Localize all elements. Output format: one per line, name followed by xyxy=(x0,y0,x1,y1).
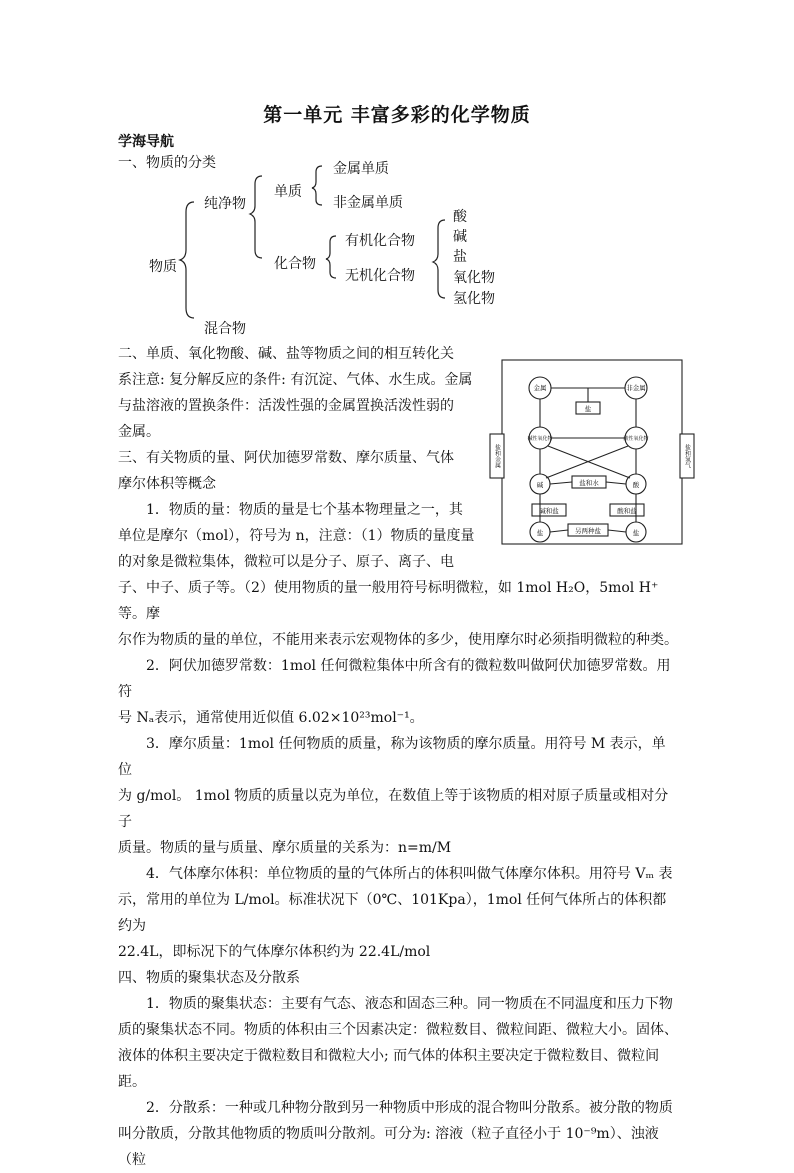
section-subtitle: 学海导航 xyxy=(118,134,174,150)
sec3-p3-line: 3．摩尔质量：1mol 任何物质的质量，称为该物质的摩尔质量。用符号 M 表示，单位 xyxy=(118,736,666,778)
fig-acidic-oxide: 酸性氧化物 xyxy=(623,436,649,442)
sec4-p1-line: 液体的体积主要决定于微粒数目和微粒大小; 而气体的体积主要决定于微粒数目、微粒间距。 xyxy=(118,1048,660,1090)
sec3-p1-line: 尔作为物质的量的单位，不能用来表示宏观物体的多少，使用摩尔时必须指明微粒的种类。 xyxy=(118,632,678,648)
fig-salt-water: 盐和水 xyxy=(579,479,599,487)
sec4-heading: 四、物质的聚集状态及分散系 xyxy=(118,970,300,986)
brace-root xyxy=(180,202,194,318)
fig-acid-salt: 酸和盐 xyxy=(617,507,637,515)
sec3-p3-line: 质量。物质的量与质量、摩尔质量的关系为：n=m/M xyxy=(118,840,452,856)
tree-hydride: 氢化物 xyxy=(453,291,495,307)
sec3-p1-line: 子、中子、质子等。（2）使用物质的量一般用符号标明微粒，如 1mol H₂O，5mol H⁺等。摩 xyxy=(118,580,659,622)
sec3-p3-line: 为 g/mol。 1mol 物质的质量以克为单位，在数值上等于该物质的相对原子质量或相对分子 xyxy=(118,788,669,830)
sec4-p1-line: 1．物质的聚集状态：主要有气态、液态和固态三种。同一物质在不同温度和压力下物 xyxy=(146,996,673,1012)
sec2-line: 二、单质、氧化物酸、碱、盐等物质之间的相互转化关 xyxy=(118,346,454,362)
tree-mixture: 混合物 xyxy=(204,321,246,337)
sec3-line: 三、有关物质的量、阿伏加德罗常数、摩尔质量、气体 xyxy=(118,450,454,466)
tree-salt: 盐 xyxy=(453,249,467,265)
sec3-p1-line: 的对象是微粒集体，微粒可以是分子、原子、离子、电 xyxy=(118,554,454,570)
fig-other-salts: 另两种盐 xyxy=(575,527,601,535)
sec3-p1-line: 单位是摩尔（mol），符号为 n，注意：（1）物质的量度量 xyxy=(118,528,475,544)
sec3-p4-line: 4．气体摩尔体积：单位物质的量的气体所占的体积叫做气体摩尔体积。用符号 Vₘ 表 xyxy=(146,866,673,882)
sec3-p2-line: 2．阿伏加德罗常数：1mol 任何微粒集体中所含有的微粒数叫做阿伏加德罗常数。用符 xyxy=(118,658,671,700)
tree-acid: 酸 xyxy=(453,209,467,225)
tree-organic: 有机化合物 xyxy=(345,233,415,249)
section-1-heading: 一、物质的分类 xyxy=(118,155,216,171)
section-2 xyxy=(118,341,476,575)
sec3-p4-line: 示，常用的单位为 L/mol。标准状况下（0℃、101Kpa），1mol 任何气体所占的体积都约为 xyxy=(118,892,667,934)
sec2-line: 与盐溶液的置换条件：活泼性强的金属置换活泼性弱的 xyxy=(118,398,454,414)
brace-elemental xyxy=(312,166,322,205)
tree-oxide: 氧化物 xyxy=(453,270,495,286)
fig-salt-right: 盐 xyxy=(632,529,640,537)
brace-compound xyxy=(326,236,336,278)
tree-nonmetal: 非金属单质 xyxy=(333,195,403,211)
sec3-p2-line: 号 Nₐ表示，通常使用近似值 6.02×10²³mol⁻¹。 xyxy=(118,710,424,726)
fig-basic-oxide: 碱性氧化物 xyxy=(527,436,553,442)
fig-base: 碱 xyxy=(536,481,544,489)
conversion-diagram xyxy=(488,352,696,552)
fig-acid: 酸 xyxy=(632,481,640,489)
sec4-p2-line: 2．分散系：一种或几种物分散到另一种物质中形成的混合物叫分散系。被分散的物质 xyxy=(146,1100,673,1116)
tree-root: 物质 xyxy=(149,259,177,275)
tree-inorganic: 无机化合物 xyxy=(345,268,415,284)
fig-nonmetal: 非金属 xyxy=(626,384,646,392)
fig-base-salt: 碱和盐 xyxy=(539,507,559,515)
sec3-line: 摩尔体积等概念 xyxy=(118,476,216,492)
tree-base: 碱 xyxy=(453,229,467,245)
section-3-body xyxy=(118,575,678,1173)
brace-pure xyxy=(250,176,262,258)
sec3-p4-line: 22.4L，即标况下的气体摩尔体积约为 22.4L/mol xyxy=(118,944,431,960)
brace-inorganic xyxy=(433,220,445,298)
tree-compound: 化合物 xyxy=(274,256,316,272)
sec4-p1-line: 质的聚集状态不同。物质的体积由三个因素决定：微粒数目、微粒间距、微粒大小。固体、 xyxy=(118,1022,678,1038)
fig-right-side: 盐和氢气 xyxy=(683,444,691,468)
sec2-line: 金属。 xyxy=(118,424,160,440)
sec4-p2-line: 叫分散质，分散其他物质的物质叫分散剂。可分为: 溶液（粒子直径小于 10⁻⁹m）、浊液（粒 xyxy=(118,1126,659,1168)
page-title: 第一单元 丰富多彩的化学物质 xyxy=(263,104,531,126)
tree-metal: 金属单质 xyxy=(333,161,389,177)
sec2-line: 系注意: 复分解反应的条件: 有沉淀、气体、水生成。金属 xyxy=(118,372,473,388)
fig-metal: 金属 xyxy=(533,384,547,392)
tree-elemental: 单质 xyxy=(274,184,302,200)
fig-salt-top: 盐 xyxy=(584,405,592,413)
fig-salt-left: 盐 xyxy=(536,529,544,537)
fig-left-side: 盐和金属 xyxy=(493,444,501,468)
tree-pure: 纯净物 xyxy=(204,196,246,212)
sec3-p1-line: 1．物质的量：物质的量是七个基本物理量之一，其 xyxy=(146,502,463,518)
